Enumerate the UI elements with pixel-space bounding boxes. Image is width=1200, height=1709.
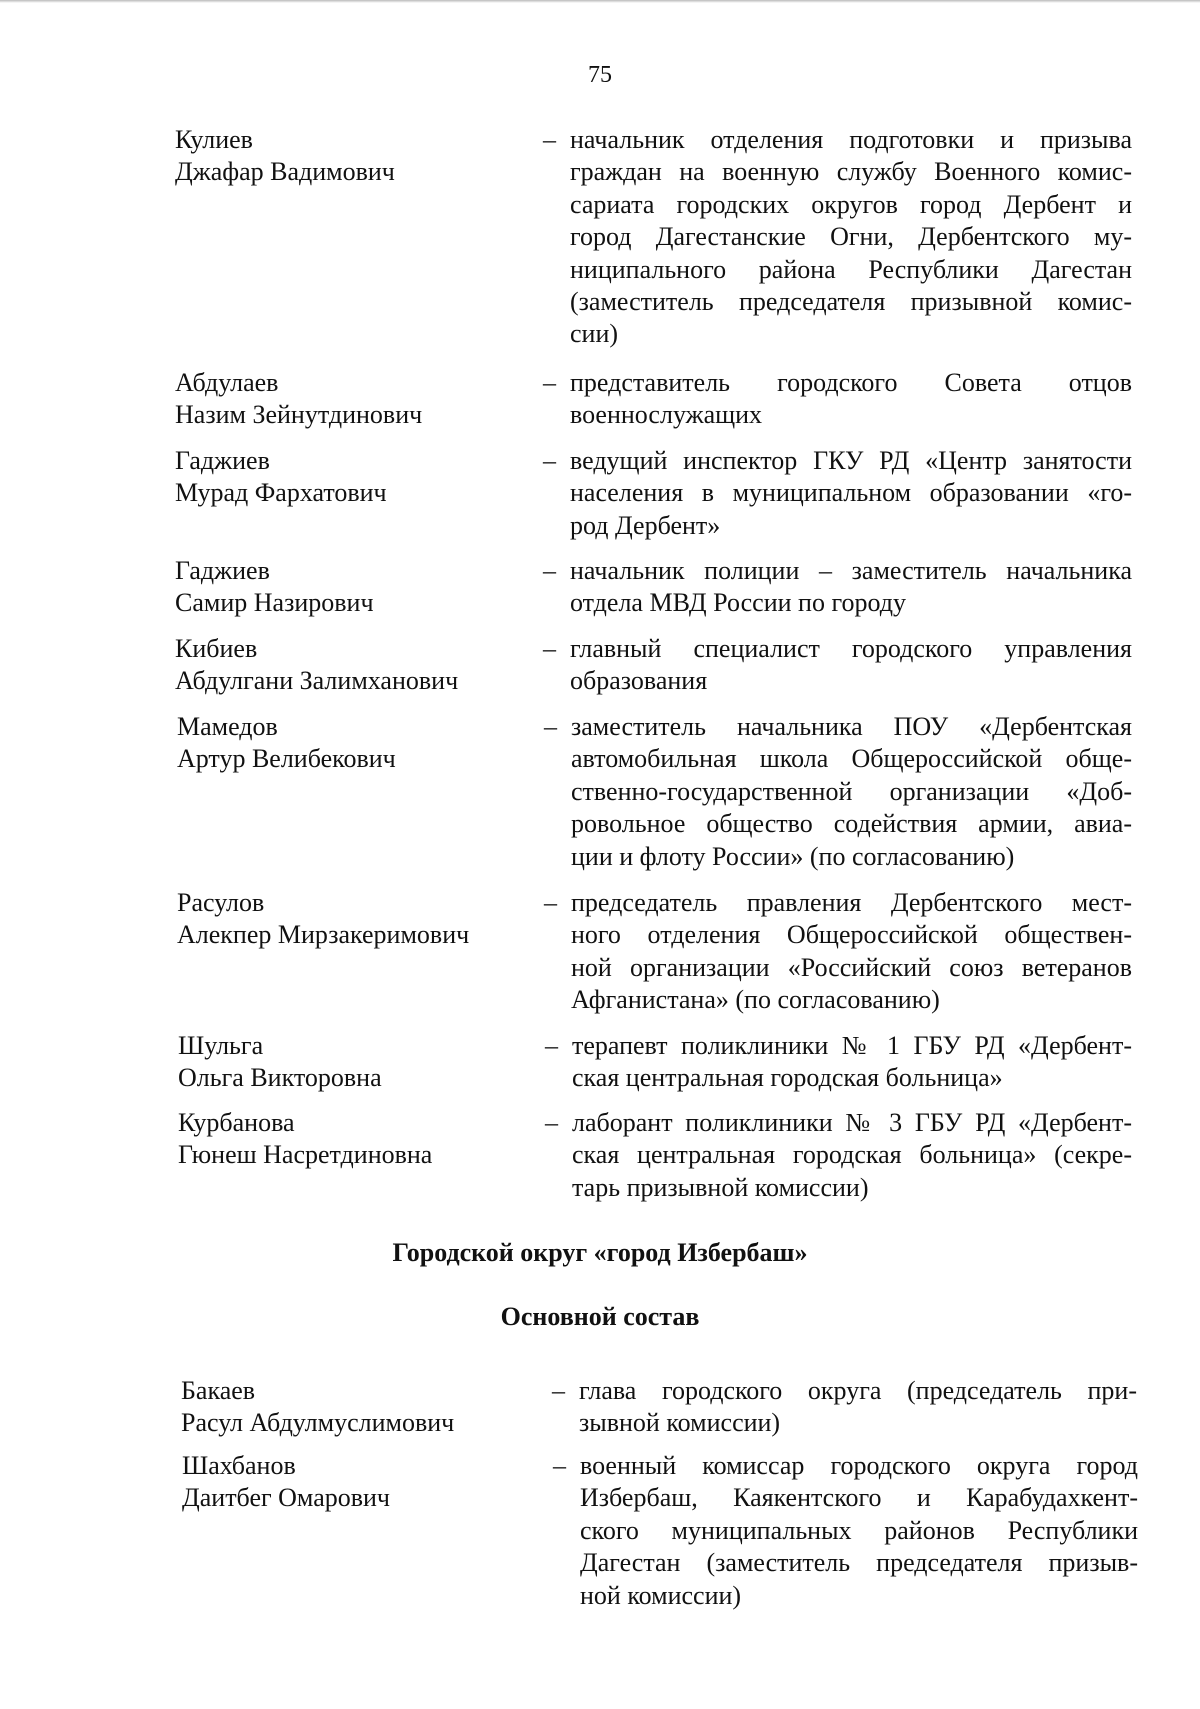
member-name [177,887,537,952]
member-given-names: Абдулгани Залимханович [175,666,459,696]
member-given-names: Гюнеш Насретдиновна [178,1140,433,1170]
position-line: ровольное общество содействия армии, авиа- [571,809,1132,839]
position-line: представитель городского Совета отцов [570,368,1132,397]
member-surname: Абдулаев [175,368,279,397]
page-number: 75 [588,62,612,88]
position-line: сии) [570,319,619,349]
position-line: род Дербент» [570,510,721,540]
position-line: зывной комиссии) [579,1408,781,1438]
position-line: город Дагестанские Огни, Дербентского му- [570,222,1132,252]
member-given-names: Ольга Викторовна [178,1063,382,1093]
member-name [175,633,535,698]
member-given-names: Артур Велибекович [177,744,396,774]
member-position [571,711,1132,873]
entry-dash: – [543,634,556,663]
entry-dash: – [545,1108,558,1137]
position-line: ская центральная городская больница» (секре- [572,1140,1132,1170]
position-line: терапевт поликлиники № 1 ГБУ РД «Дербент- [572,1031,1132,1060]
member-position [570,367,1132,432]
position-line: начальник отделения подготовки и призыва [570,125,1132,154]
member-name [178,1030,538,1095]
subsection-heading: Основной состав [500,1302,700,1331]
entry-dash: – [543,368,556,397]
entry-dash: – [545,1031,558,1060]
entry-dash: – [543,556,556,585]
member-position [570,445,1132,542]
entry-dash: – [543,446,556,475]
member-name [175,124,535,189]
position-line: ственно-государственной организации «Доб- [571,776,1132,806]
position-line: автомобильная школа Общероссийской обще- [571,744,1132,774]
position-line: (заместитель председателя призывной комис- [570,287,1132,317]
section-heading: Городской округ «город Избербаш» [392,1238,808,1267]
position-line: главный специалист городского управления [570,634,1132,663]
member-given-names: Даитбег Омарович [182,1483,390,1513]
member-position [580,1450,1138,1612]
position-line: ская центральная городская больница» [572,1063,1003,1093]
member-given-names: Алекпер Мирзакеримович [177,920,470,950]
member-surname: Кибиев [175,634,258,663]
position-line: председатель правления Дербентского мест- [571,888,1132,917]
member-given-names: Назим Зейнутдинович [175,400,423,430]
member-surname: Кулиев [175,125,253,154]
position-line: Афганистана» (по согласованию) [571,985,940,1015]
member-position [570,555,1132,620]
position-line: ной комиссии) [580,1580,742,1610]
member-name [175,445,535,510]
entry-dash: – [552,1376,565,1405]
position-line: военный комиссар городского округа город [580,1451,1138,1480]
position-line: граждан на военную службу Военного комис- [570,157,1132,187]
position-line: Избербаш, Каякентского и Карабудахкент- [580,1483,1138,1513]
scan-edge [0,0,1200,3]
member-position [572,1107,1132,1204]
member-given-names: Джафар Вадимович [175,157,395,187]
position-line: образования [570,666,708,696]
member-surname: Шахбанов [182,1451,296,1480]
position-line: ного отделения Общероссийской обществен- [571,920,1132,950]
position-line: глава городского округа (председатель при- [579,1376,1137,1405]
member-position [571,887,1132,1017]
entry-dash: – [544,712,557,741]
member-surname: Расулов [177,888,265,917]
position-line: заместитель начальника ПОУ «Дербентская [571,712,1132,741]
position-line: военнослужащих [570,400,763,430]
member-position [570,124,1132,351]
entry-dash: – [553,1451,566,1480]
member-surname: Гаджиев [175,446,270,475]
position-line: ции и флоту России» (по согласованию) [571,841,1015,871]
entry-dash: – [543,125,556,154]
position-line: сариата городских округов город Дербент и [570,189,1132,219]
member-surname: Курбанова [178,1108,295,1137]
member-given-names: Мурад Фархатович [175,478,387,508]
position-line: тарь призывной комиссии) [572,1172,869,1202]
position-line: начальник полиции – заместитель начальника [570,556,1132,585]
position-line: ной организации «Российский союз ветеранов [571,952,1132,982]
member-name [175,367,535,432]
member-name [182,1450,542,1515]
member-given-names: Расул Абдулмуслимович [181,1408,455,1438]
member-name [175,555,535,620]
member-given-names: Самир Назирович [175,588,374,618]
member-surname: Гаджиев [175,556,270,585]
member-surname: Мамедов [177,712,278,741]
position-line: ниципального района Республики Дагестан [570,254,1132,284]
entry-dash: – [544,888,557,917]
position-line: Дагестан (заместитель председателя призыв- [580,1548,1138,1578]
position-line: ского муниципальных районов Республики [580,1515,1138,1545]
position-line: лаборант поликлиники № 3 ГБУ РД «Дербент- [572,1108,1132,1137]
member-name [177,711,537,776]
member-surname: Бакаев [181,1376,256,1405]
member-name [181,1375,541,1440]
position-line: ведущий инспектор ГКУ РД «Центр занятости [570,446,1132,475]
member-position [572,1030,1132,1095]
position-line: отдела МВД России по городу [570,588,906,618]
member-name [178,1107,538,1172]
position-line: населения в муниципальном образовании «го- [570,478,1132,508]
member-position [579,1375,1137,1440]
member-position [570,633,1132,698]
member-surname: Шульга [178,1031,264,1060]
